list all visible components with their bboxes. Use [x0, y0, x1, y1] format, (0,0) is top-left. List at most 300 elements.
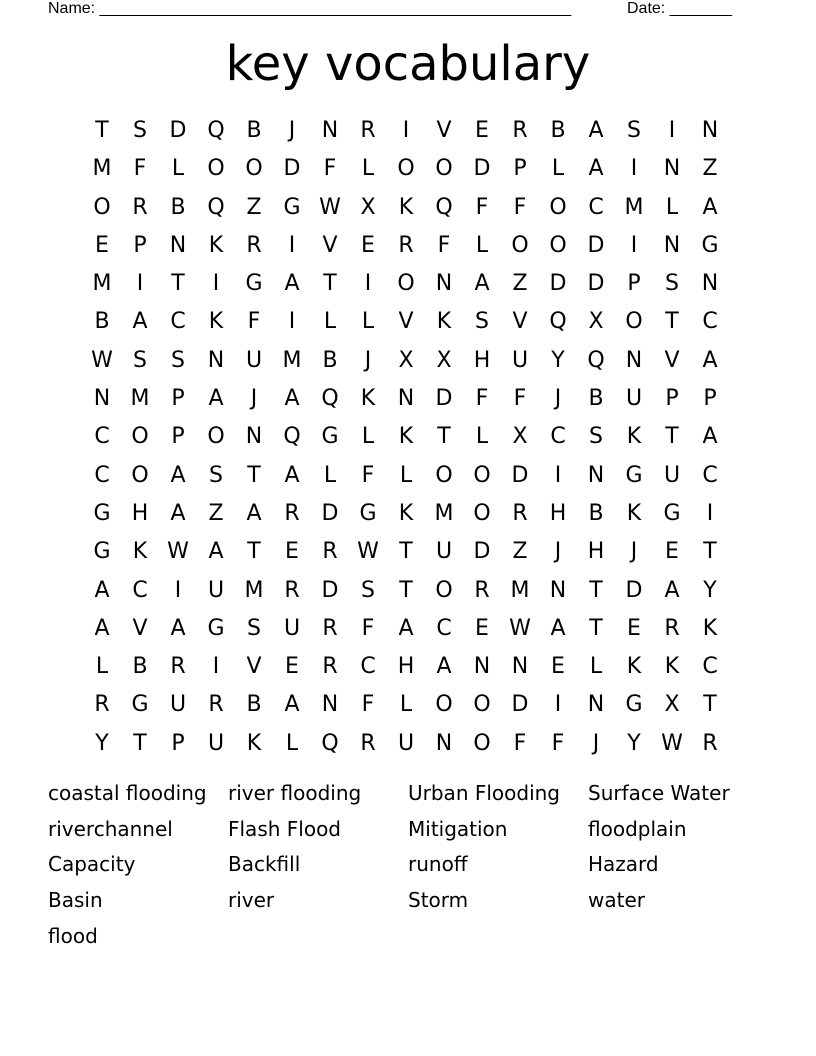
grid-letter: X — [436, 347, 452, 373]
grid-letter: P — [171, 386, 185, 412]
grid-letter: F — [323, 156, 337, 182]
grid-letter: L — [361, 309, 375, 335]
grid-letter: D — [435, 386, 453, 412]
grid-letter: S — [589, 424, 603, 450]
grid-letter: B — [322, 347, 338, 373]
grid-letter: A — [436, 654, 452, 680]
grid-letter: D — [473, 156, 491, 182]
grid-letter: Q — [549, 309, 567, 335]
grid-letter: R — [664, 615, 680, 641]
grid-letter: R — [322, 539, 338, 565]
grid-letter: P — [627, 271, 641, 297]
grid-letter: F — [475, 194, 489, 220]
grid-letter: L — [399, 462, 413, 488]
grid-letter: I — [668, 118, 676, 143]
grid-letter: R — [322, 615, 338, 641]
word-list-item: riverchannel — [48, 816, 173, 841]
grid-letter: Z — [512, 271, 528, 297]
grid-letter: O — [473, 500, 491, 526]
grid-letter: R — [702, 730, 718, 756]
grid-letter: T — [247, 462, 261, 488]
grid-letter: O — [245, 156, 263, 182]
grid-letter: X — [398, 347, 414, 373]
grid-letter: R — [360, 730, 376, 756]
grid-letter: S — [171, 347, 185, 373]
grid-letter: G — [283, 194, 301, 220]
grid-letter: D — [169, 118, 187, 143]
grid-letter: Q — [321, 730, 339, 756]
grid-letter: U — [207, 577, 225, 603]
grid-letter: B — [132, 654, 148, 680]
grid-letter: I — [288, 309, 296, 335]
grid-letter: U — [625, 386, 643, 412]
grid-letter: N — [397, 386, 415, 412]
word-list-item: water — [588, 888, 645, 913]
grid-letter: E — [475, 615, 489, 641]
grid-letter: G — [321, 424, 339, 450]
grid-letter: B — [170, 194, 186, 220]
word-list-item: Capacity — [48, 852, 136, 877]
grid-letter: N — [549, 577, 567, 603]
grid-letter: U — [435, 539, 453, 565]
grid-letter: G — [663, 500, 681, 526]
grid-letter: T — [171, 271, 185, 297]
grid-letter: T — [247, 539, 261, 565]
letter-grid — [83, 112, 729, 763]
grid-letter: S — [133, 118, 147, 143]
grid-letter: S — [209, 462, 223, 488]
grid-letter: S — [475, 309, 489, 335]
grid-letter: I — [212, 271, 220, 297]
grid-letter: N — [587, 692, 605, 718]
grid-letter: L — [551, 156, 565, 182]
grid-letter: N — [321, 692, 339, 718]
grid-letter: K — [626, 500, 642, 526]
grid-letter: W — [509, 615, 531, 641]
grid-letter: G — [359, 500, 377, 526]
grid-letter: E — [95, 232, 109, 258]
grid-letter: V — [664, 347, 680, 373]
word-list-item: river — [228, 888, 275, 913]
grid-letter: D — [511, 462, 529, 488]
grid-letter: K — [398, 424, 414, 450]
grid-letter: V — [132, 615, 148, 641]
word-list-item: floodplain — [588, 816, 687, 841]
grid-letter: O — [397, 271, 415, 297]
grid-letter: X — [664, 692, 680, 718]
grid-letter: T — [133, 730, 147, 756]
grid-letter: L — [361, 424, 375, 450]
grid-letter: O — [473, 730, 491, 756]
grid-letter: S — [665, 271, 679, 297]
grid-letter: A — [702, 424, 718, 450]
grid-letter: K — [664, 654, 680, 680]
grid-letter: E — [285, 539, 299, 565]
grid-letter: A — [94, 577, 110, 603]
grid-letter: A — [588, 118, 604, 143]
grid-letter: D — [473, 539, 491, 565]
grid-letter: D — [321, 577, 339, 603]
grid-letter: L — [399, 692, 413, 718]
grid-letter: R — [474, 577, 490, 603]
grid-letter: M — [434, 500, 454, 526]
grid-letter: K — [626, 654, 642, 680]
grid-letter: K — [208, 232, 224, 258]
grid-letter: G — [93, 500, 111, 526]
grid-letter: Z — [208, 500, 224, 526]
word-list-item: Hazard — [588, 852, 659, 877]
grid-letter: T — [703, 539, 717, 565]
grid-letter: K — [398, 194, 414, 220]
grid-letter: A — [664, 577, 680, 603]
grid-letter: W — [357, 539, 379, 565]
grid-letter: W — [167, 539, 189, 565]
grid-letter: O — [473, 692, 491, 718]
grid-letter: J — [630, 539, 638, 565]
grid-letter: E — [665, 539, 679, 565]
word-list-item: coastal flooding — [48, 781, 207, 805]
grid-letter: A — [208, 539, 224, 565]
grid-letter: B — [246, 692, 262, 718]
name-field: Name: _____________________________________________________ — [48, 0, 572, 17]
grid-letter: Y — [703, 577, 717, 603]
grid-letter: U — [169, 692, 187, 718]
grid-letter: E — [551, 654, 565, 680]
grid-letter: A — [702, 194, 718, 220]
word-list-item: Storm — [408, 888, 469, 913]
grid-letter: J — [592, 730, 600, 756]
grid-letter: B — [94, 309, 110, 335]
grid-letter: O — [93, 194, 111, 220]
word-list-item: flood — [48, 923, 98, 948]
grid-letter: Z — [246, 194, 262, 220]
grid-letter: J — [554, 386, 562, 412]
grid-letter: G — [701, 232, 719, 258]
grid-letter: A — [170, 500, 186, 526]
grid-letter: T — [589, 615, 603, 641]
grid-letter: A — [94, 615, 110, 641]
grid-letter: Y — [627, 730, 641, 756]
grid-letter: H — [473, 347, 491, 373]
grid-letter: O — [549, 232, 567, 258]
grid-letter: W — [661, 730, 683, 756]
grid-letter: C — [436, 615, 452, 641]
grid-letter: N — [701, 118, 719, 143]
grid-letter: T — [437, 424, 451, 450]
word-list-item: Urban Flooding — [408, 781, 561, 805]
grid-letter: D — [283, 156, 301, 182]
grid-letter: N — [321, 118, 339, 143]
grid-letter: O — [625, 309, 643, 335]
grid-letter: Y — [95, 730, 109, 756]
grid-letter: T — [95, 118, 109, 143]
grid-letter: Q — [321, 386, 339, 412]
grid-letter: G — [625, 462, 643, 488]
grid-letter: O — [435, 577, 453, 603]
grid-letter: K — [360, 386, 376, 412]
grid-letter: K — [208, 309, 224, 335]
grid-letter: O — [131, 424, 149, 450]
grid-letter: R — [132, 194, 148, 220]
grid-letter: E — [361, 232, 375, 258]
grid-letter: M — [92, 271, 112, 297]
grid-letter: N — [93, 386, 111, 412]
grid-letter: F — [361, 692, 375, 718]
grid-letter: K — [246, 730, 262, 756]
grid-letter: N — [473, 654, 491, 680]
grid-letter: Z — [512, 539, 528, 565]
grid-letter: R — [398, 232, 414, 258]
grid-letter: P — [171, 730, 185, 756]
grid-letter: A — [170, 615, 186, 641]
grid-letter: C — [550, 424, 566, 450]
grid-letter: B — [550, 118, 566, 143]
grid-letter: H — [397, 654, 415, 680]
grid-letter: N — [663, 232, 681, 258]
grid-letter: U — [663, 462, 681, 488]
grid-letter: M — [282, 347, 302, 373]
grid-letter: E — [627, 615, 641, 641]
grid-letter: R — [170, 654, 186, 680]
grid-letter: L — [285, 730, 299, 756]
grid-letter: B — [246, 118, 262, 143]
grid-letter: N — [435, 271, 453, 297]
grid-letter: S — [361, 577, 375, 603]
grid-letter: F — [247, 309, 261, 335]
grid-letter: T — [703, 692, 717, 718]
grid-letter: A — [246, 500, 262, 526]
grid-letter: U — [245, 347, 263, 373]
grid-letter: R — [284, 577, 300, 603]
grid-letter: A — [170, 462, 186, 488]
grid-letter: I — [706, 500, 714, 526]
grid-letter: R — [512, 500, 528, 526]
grid-letter: V — [246, 654, 262, 680]
grid-letter: O — [131, 462, 149, 488]
grid-letter: M — [244, 577, 264, 603]
word-list-item: Basin — [48, 888, 103, 913]
grid-letter: L — [665, 194, 679, 220]
grid-letter: I — [288, 232, 296, 258]
grid-letter: P — [133, 232, 147, 258]
grid-letter: O — [207, 156, 225, 182]
grid-letter: I — [212, 654, 220, 680]
word-list-item: river flooding — [228, 781, 362, 805]
grid-letter: Q — [283, 424, 301, 450]
grid-letter: Z — [702, 156, 718, 182]
grid-letter: F — [551, 730, 565, 756]
grid-letter: T — [589, 577, 603, 603]
date-field: Date: _______ — [627, 0, 732, 17]
grid-letter: D — [511, 692, 529, 718]
grid-letter: O — [549, 194, 567, 220]
grid-letter: N — [663, 156, 681, 182]
grid-letter: X — [512, 424, 528, 450]
grid-letter: I — [554, 462, 562, 488]
grid-letter: C — [94, 462, 110, 488]
grid-letter: G — [625, 692, 643, 718]
grid-letter: B — [588, 386, 604, 412]
grid-letter: V — [436, 118, 452, 143]
grid-letter: M — [624, 194, 644, 220]
grid-letter: X — [588, 309, 604, 335]
word-list-item: runoff — [408, 852, 468, 877]
grid-letter: U — [283, 615, 301, 641]
grid-letter: G — [207, 615, 225, 641]
grid-letter: D — [587, 271, 605, 297]
grid-letter: F — [361, 615, 375, 641]
grid-letter: L — [361, 156, 375, 182]
grid-letter: J — [250, 386, 258, 412]
grid-letter: N — [245, 424, 263, 450]
grid-letter: R — [246, 232, 262, 258]
grid-letter: I — [630, 232, 638, 258]
grid-letter: I — [364, 271, 372, 297]
grid-letter: K — [132, 539, 148, 565]
grid-letter: H — [131, 500, 149, 526]
grid-letter: F — [475, 386, 489, 412]
grid-letter: T — [665, 424, 679, 450]
grid-letter: I — [136, 271, 144, 297]
grid-letter: L — [475, 232, 489, 258]
grid-letter: N — [625, 347, 643, 373]
header-line — [48, 0, 740, 18]
grid-letter: O — [473, 462, 491, 488]
grid-letter: A — [702, 347, 718, 373]
grid-letter: N — [207, 347, 225, 373]
grid-letter: G — [93, 539, 111, 565]
grid-letter: L — [323, 462, 337, 488]
grid-letter: I — [630, 156, 638, 182]
grid-letter: C — [702, 462, 718, 488]
grid-letter: R — [322, 654, 338, 680]
grid-letter: K — [436, 309, 452, 335]
grid-letter: S — [247, 615, 261, 641]
grid-letter: C — [132, 577, 148, 603]
grid-letter: O — [435, 462, 453, 488]
grid-letter: P — [171, 424, 185, 450]
grid-letter: F — [513, 194, 527, 220]
grid-letter: K — [398, 500, 414, 526]
grid-letter: P — [665, 386, 679, 412]
grid-letter: N — [701, 271, 719, 297]
grid-letter: J — [554, 539, 562, 565]
grid-letter: A — [474, 271, 490, 297]
grid-letter: S — [627, 118, 641, 143]
grid-letter: F — [361, 462, 375, 488]
grid-letter: M — [510, 577, 530, 603]
grid-letter: W — [91, 347, 113, 373]
grid-letter: Y — [551, 347, 565, 373]
word-list — [48, 776, 768, 954]
grid-letter: F — [513, 386, 527, 412]
grid-letter: I — [174, 577, 182, 603]
grid-letter: V — [398, 309, 414, 335]
word-list-item: Backfill — [228, 852, 301, 877]
grid-letter: L — [95, 654, 109, 680]
grid-letter: U — [397, 730, 415, 756]
grid-letter: G — [245, 271, 263, 297]
grid-letter: P — [513, 156, 527, 182]
grid-letter: C — [702, 654, 718, 680]
grid-letter: Q — [207, 118, 225, 143]
grid-letter: G — [131, 692, 149, 718]
grid-letter: R — [284, 500, 300, 526]
grid-letter: I — [402, 118, 410, 143]
grid-letter: I — [554, 692, 562, 718]
grid-letter: D — [625, 577, 643, 603]
grid-letter: D — [321, 500, 339, 526]
grid-letter: C — [702, 309, 718, 335]
grid-letter: O — [435, 692, 453, 718]
grid-letter: V — [322, 232, 338, 258]
grid-letter: F — [437, 232, 451, 258]
grid-letter: U — [207, 730, 225, 756]
grid-letter: W — [319, 194, 341, 220]
grid-letter: F — [513, 730, 527, 756]
grid-letter: D — [549, 271, 567, 297]
grid-letter: H — [587, 539, 605, 565]
grid-letter: L — [171, 156, 185, 182]
grid-letter: A — [398, 615, 414, 641]
grid-letter: T — [323, 271, 337, 297]
grid-letter: J — [288, 118, 296, 143]
page-title: key vocabulary — [225, 36, 591, 92]
grid-letter: L — [323, 309, 337, 335]
grid-letter: A — [284, 692, 300, 718]
grid-letter: M — [130, 386, 150, 412]
grid-letter: K — [626, 424, 642, 450]
grid-letter: R — [360, 118, 376, 143]
grid-letter: L — [475, 424, 489, 450]
grid-letter: P — [703, 386, 717, 412]
grid-letter: C — [588, 194, 604, 220]
grid-letter: O — [397, 156, 415, 182]
grid-letter: R — [512, 118, 528, 143]
grid-letter: A — [588, 156, 604, 182]
grid-letter: K — [702, 615, 718, 641]
grid-letter: A — [284, 271, 300, 297]
word-list-item: Mitigation — [408, 816, 508, 841]
grid-letter: T — [665, 309, 679, 335]
grid-letter: Q — [587, 347, 605, 373]
grid-letter: U — [511, 347, 529, 373]
grid-letter: T — [399, 577, 413, 603]
grid-letter: J — [364, 347, 372, 373]
grid-letter: N — [169, 232, 187, 258]
grid-letter: C — [170, 309, 186, 335]
grid-letter: O — [435, 156, 453, 182]
grid-letter: D — [587, 232, 605, 258]
grid-letter: A — [132, 309, 148, 335]
word-list-item: Surface Water — [588, 781, 730, 805]
grid-letter: S — [133, 347, 147, 373]
grid-letter: Q — [435, 194, 453, 220]
grid-letter: H — [549, 500, 567, 526]
grid-letter: E — [285, 654, 299, 680]
grid-letter: O — [511, 232, 529, 258]
grid-letter: A — [284, 386, 300, 412]
grid-letter: N — [435, 730, 453, 756]
grid-letter: A — [284, 462, 300, 488]
grid-letter: R — [94, 692, 110, 718]
grid-letter: F — [133, 156, 147, 182]
grid-letter: C — [360, 654, 376, 680]
grid-letter: Q — [207, 194, 225, 220]
grid-letter: E — [475, 118, 489, 143]
grid-letter: N — [511, 654, 529, 680]
word-list-item: Flash Flood — [228, 816, 341, 841]
